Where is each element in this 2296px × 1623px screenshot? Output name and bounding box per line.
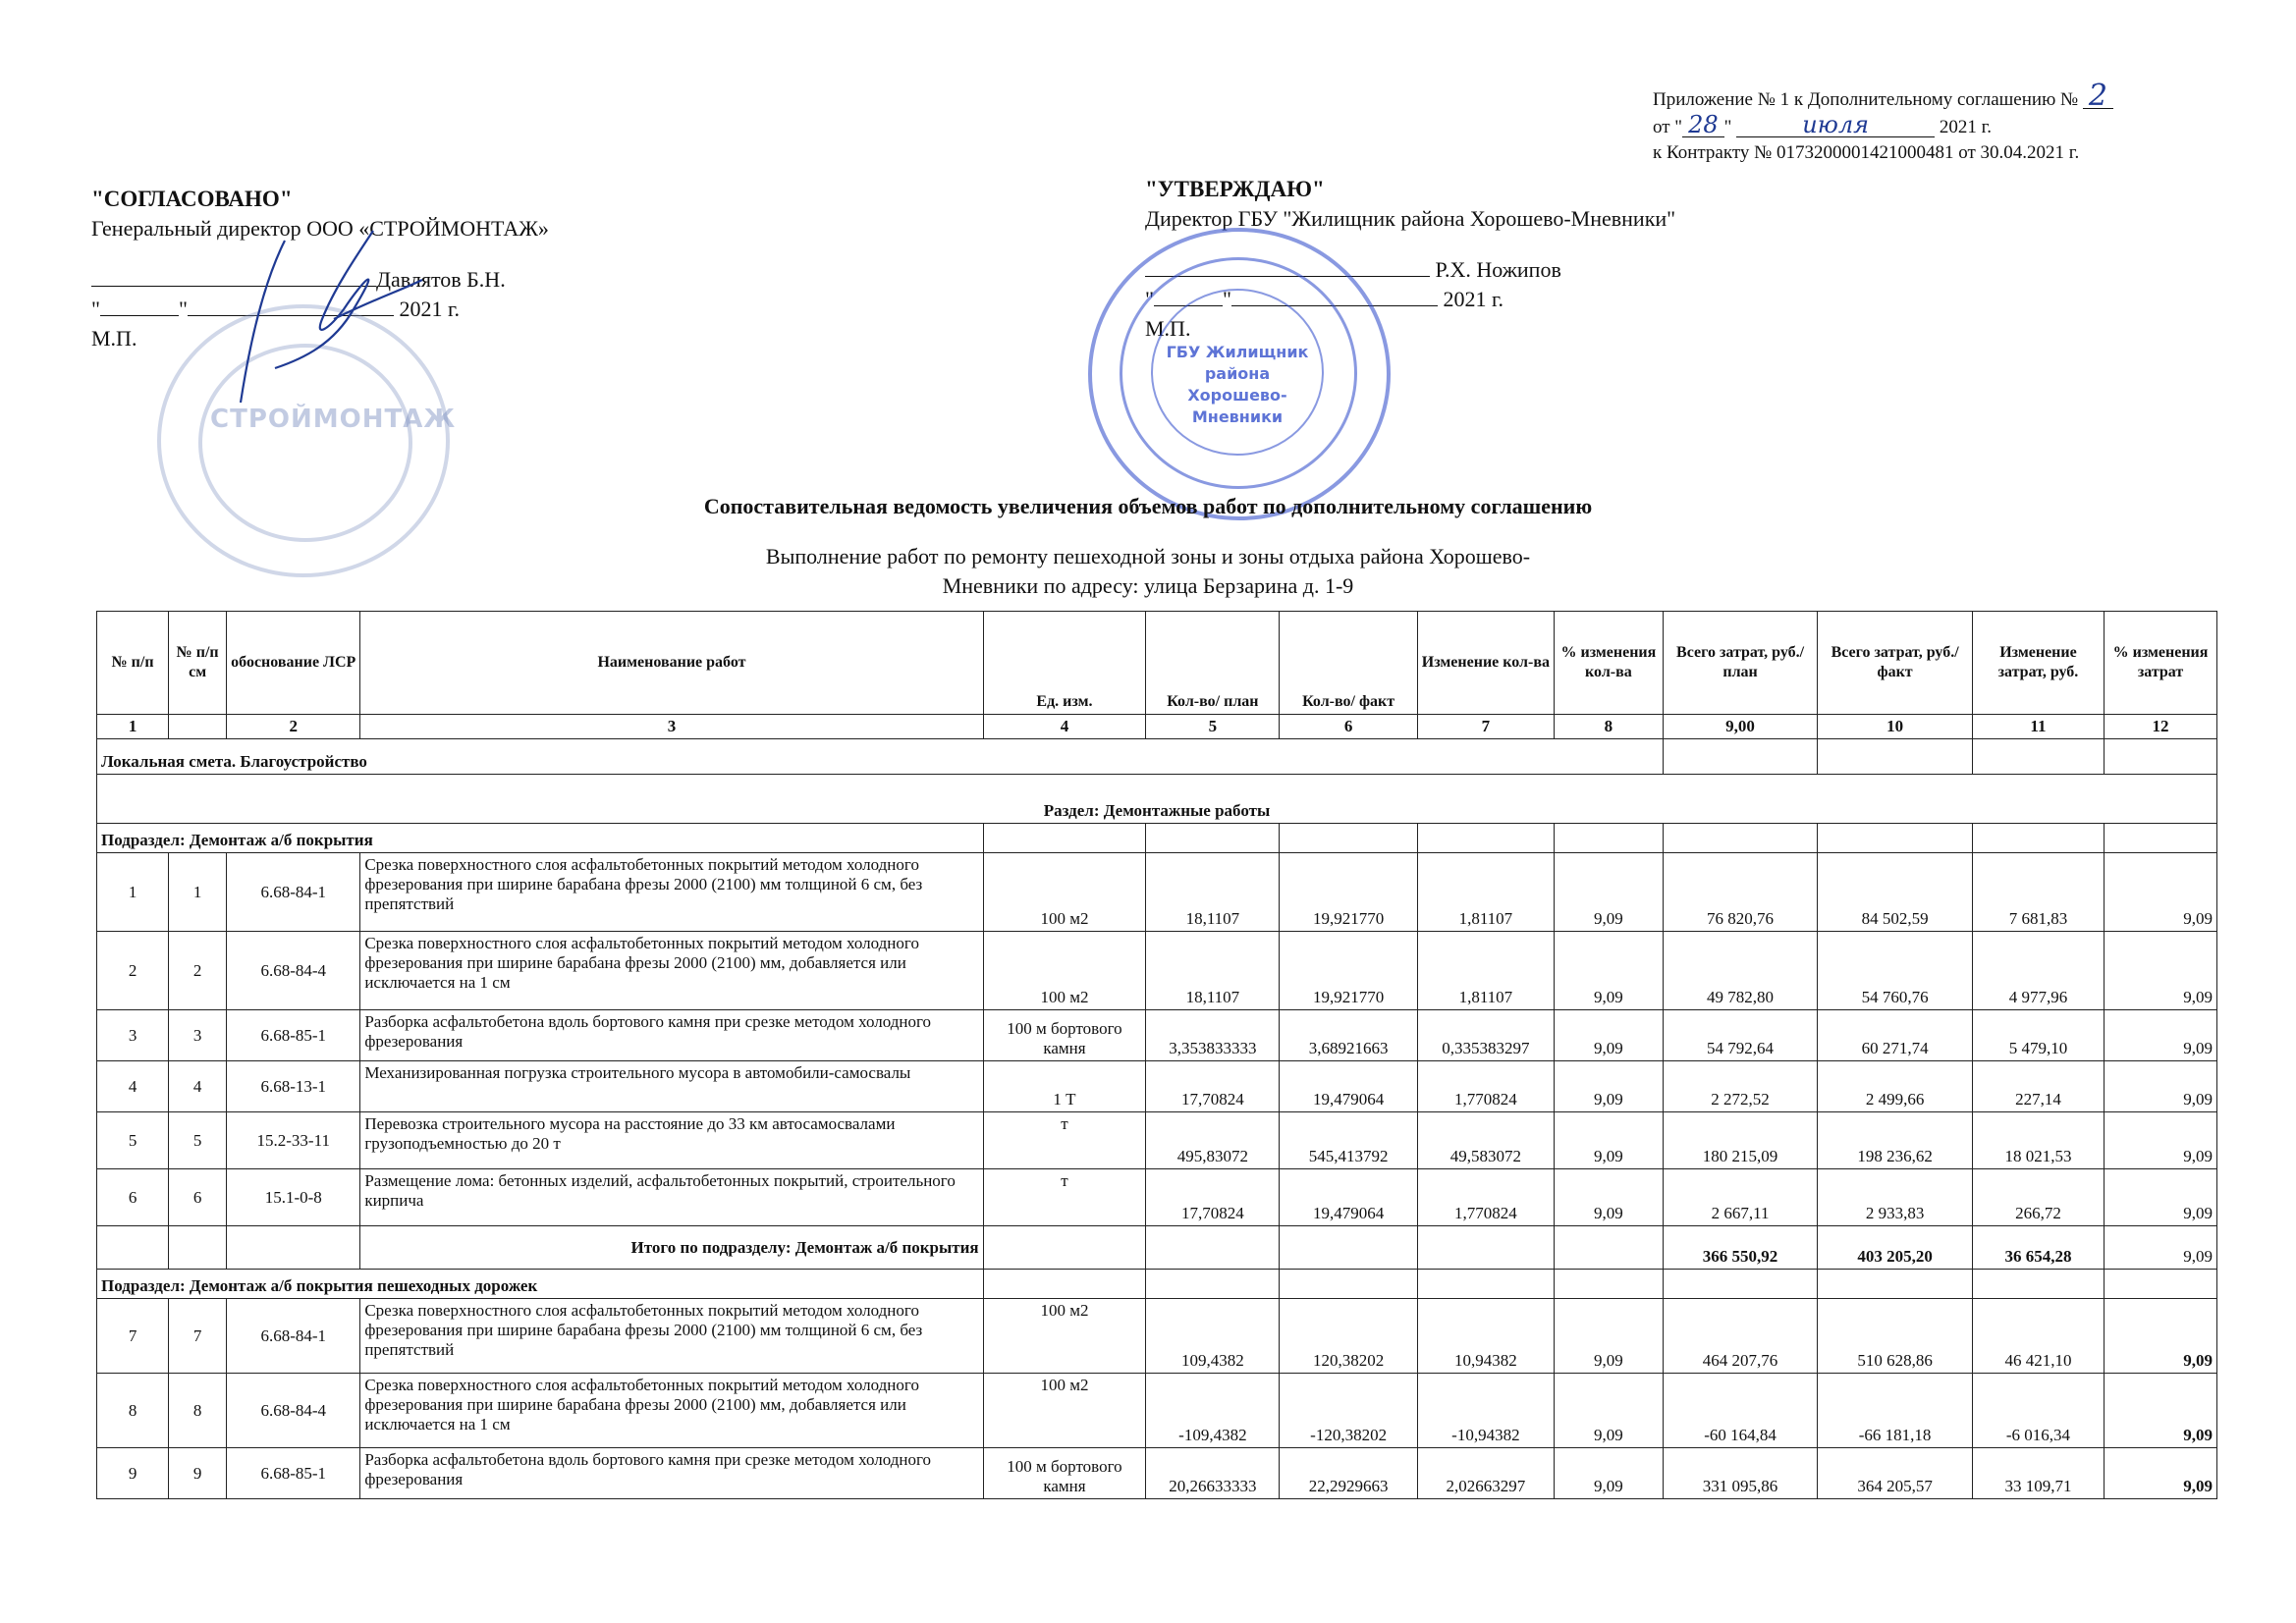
col-header: Наименование работ <box>360 612 983 715</box>
document-subtitle: Выполнение работ по ремонту пешеходной зоны и зоны отдыха района Хорошево- Мневники по адресу: улица Берзарина д. 1-9 <box>765 544 1531 598</box>
subtotal-cost-plan: 366 550,92 <box>1663 1226 1818 1270</box>
agreed-mp: М.П. <box>91 326 137 351</box>
annex-header <box>1653 79 2113 166</box>
subsection-row <box>97 1270 2217 1299</box>
col-number: 4 <box>983 715 1146 739</box>
col-header: № п/п <box>97 612 169 715</box>
gbu-stamp <box>1088 228 1391 520</box>
agreed-name: Давлятов Б.Н. <box>376 267 506 292</box>
approved-name: Р.Х. Ножипов <box>1435 257 1561 282</box>
agreed-title: "СОГЛАСОВАНО" <box>91 187 293 211</box>
annex-line: Приложение № 1 к Дополнительному соглашению № 2 <box>1653 84 2113 113</box>
annex-number: 2 <box>2083 84 2113 109</box>
local-estimate-row <box>97 739 2217 775</box>
col-header: Всего затрат, руб./ факт <box>1818 612 1973 715</box>
col-number: 5 <box>1146 715 1280 739</box>
col-number: 6 <box>1280 715 1417 739</box>
table-row: 1 1 6.68-84-1 Срезка поверхностного слоя асфальтобетонных покрытий методом холодного фрезерования при ширине барабана фрезы 2000 (2100) мм толщиной 6 см, без препятствий 100 м2 18,1107 19,921770 1,81107 9,09 76 820,76 84 502,59 7 681,83 9,09 <box>97 853 2217 932</box>
col-header: Ед. изм. <box>983 612 1146 715</box>
subtotal-row <box>97 1226 2217 1270</box>
subtotal-label: Итого по подразделу: Демонтаж а/б покрытия <box>360 1226 983 1270</box>
col-header: Всего затрат, руб./ план <box>1663 612 1818 715</box>
section-row <box>97 775 2217 824</box>
column-number-row <box>97 715 2217 739</box>
approved-title: "УТВЕРЖДАЮ" <box>1145 177 1325 201</box>
table-row: 2 2 6.68-84-4 Срезка поверхностного слоя асфальтобетонных покрытий методом холодного фрезерования при ширине барабана фрезы 2000 (2100) мм, добавляется или исключается на 1 см 100 м2 18,1107 19,921770 1,81107 9,09 49 782,80 54 760,76 4 977,96 9,09 <box>97 932 2217 1010</box>
section-title: Раздел: Демонтажные работы <box>97 775 2217 824</box>
agreed-date-line: " " 2021 г. <box>91 297 461 321</box>
subsection-title: Подраздел: Демонтаж а/б покрытия <box>97 824 984 853</box>
col-header: Изменение затрат, руб. <box>1972 612 2104 715</box>
contract-line: к Контракту № 0173200001421000481 от 30.04.2021 г. <box>1653 142 2080 163</box>
local-estimate-title: Локальная смета. Благоустройство <box>97 739 1664 775</box>
col-number: 2 <box>227 715 360 739</box>
approved-mp: М.П. <box>1145 316 1191 341</box>
annex-date-line: от " 28 " июля 2021 г. <box>1653 111 1993 138</box>
subsection-row <box>97 824 2217 853</box>
subtotal-cost-pct: 9,09 <box>2105 1226 2217 1270</box>
approved-date-line: " " 2021 г. <box>1145 287 1504 311</box>
subsection-title: Подраздел: Демонтаж а/б покрытия пешеходных дорожек <box>97 1270 984 1299</box>
col-number: 12 <box>2105 715 2217 739</box>
annex-day: 28 <box>1682 113 1724 137</box>
document-title: Сопоставительная ведомость увеличения объемов работ по дополнительному соглашению <box>703 494 1593 518</box>
col-header: № п/п см <box>169 612 227 715</box>
comparison-table <box>96 611 2217 1499</box>
col-header: % изменения затрат <box>2105 612 2217 715</box>
annex-month: июля <box>1736 113 1935 137</box>
approved-position: Директор ГБУ "Жилищник района Хорошево-Мневники" <box>1145 206 1676 231</box>
stamp-org-name: ГБУ Жилищник района Хорошево-Мневники <box>1166 343 1309 426</box>
table-row: 8 8 6.68-84-4 Срезка поверхностного слоя асфальтобетонных покрытий методом холодного фрезерования при ширине барабана фрезы 2000 (2100) мм, добавляется или исключается на 1 см 100 м2 -109,4382 -120,38202 -10,94382 9,09 -60 164,84 -66 181,18 -6 016,34 9,09 <box>97 1374 2217 1448</box>
table-row: 6 6 15.1-0-8 Размещение лома: бетонных изделий, асфальтобетонных покрытий, строительного кирпича т 17,70824 19,479064 1,770824 9,09 2 667,11 2 933,83 266,72 9,09 <box>97 1169 2217 1226</box>
subtotal-cost-fact: 403 205,20 <box>1818 1226 1973 1270</box>
col-header: Кол-во/ план <box>1146 612 1280 715</box>
agreed-position: Генеральный директор ООО «СТРОЙМОНТАЖ» <box>91 216 549 241</box>
col-header: % изменения кол-ва <box>1555 612 1664 715</box>
col-number: 7 <box>1417 715 1554 739</box>
table-row: 3 3 6.68-85-1 Разборка асфальтобетона вдоль бортового камня при срезке методом холодного фрезерования 100 м бортового камня 3,353833333 3,68921663 0,335383297 9,09 54 792,64 60 271,74 5 479,10 9,09 <box>97 1010 2217 1061</box>
col-header: Изменение кол-ва <box>1417 612 1554 715</box>
table-row: 9 9 6.68-85-1 Разборка асфальтобетона вдоль бортового камня при срезке методом холодного фрезерования 100 м бортового камня 20,26633333 22,2929663 2,02663297 9,09 331 095,86 364 205,57 33 109,71 9,09 <box>97 1448 2217 1499</box>
col-number: 10 <box>1818 715 1973 739</box>
table-row: 4 4 6.68-13-1 Механизированная погрузка строительного мусора в автомобили-самосвалы 1 Т 17,70824 19,479064 1,770824 9,09 2 272,52 2 499,66 227,14 9,09 <box>97 1061 2217 1112</box>
table-header-row <box>97 612 2217 715</box>
col-number: 1 <box>97 715 169 739</box>
table-row: 7 7 6.68-84-1 Срезка поверхностного слоя асфальтобетонных покрытий методом холодного фрезерования при ширине барабана фрезы 2000 (2100) мм толщиной 6 см, без препятствий 100 м2 109,4382 120,38202 10,94382 9,09 464 207,76 510 628,86 46 421,10 9,09 <box>97 1299 2217 1374</box>
col-header: Кол-во/ факт <box>1280 612 1417 715</box>
col-number: 3 <box>360 715 983 739</box>
col-header: обоснование ЛСР <box>227 612 360 715</box>
agreed-signature <box>236 221 432 407</box>
col-number: 9,00 <box>1663 715 1818 739</box>
col-number: 11 <box>1972 715 2104 739</box>
subtotal-cost-delta: 36 654,28 <box>1972 1226 2104 1270</box>
stamp-company-name: СТРОЙМОНТАЖ <box>210 405 457 434</box>
col-number: 8 <box>1555 715 1664 739</box>
table-row: 5 5 15.2-33-11 Перевозка строительного мусора на расстояние до 33 км автосамосвалами грузоподъемностью до 20 т т 495,83072 545,413792 49,583072 9,09 180 215,09 198 236,62 18 021,53 9,09 <box>97 1112 2217 1169</box>
